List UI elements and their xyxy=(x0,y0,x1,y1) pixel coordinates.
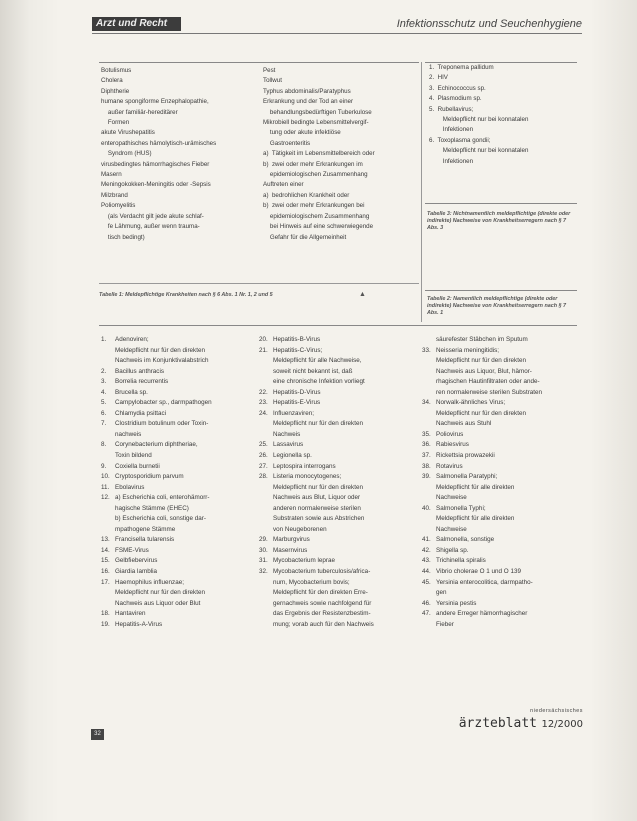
list-item-text: FSME-Virus xyxy=(115,546,149,554)
list-item-number: 24. xyxy=(259,409,268,417)
list-item xyxy=(422,588,582,599)
list-item-text: Lassavirus xyxy=(273,441,304,449)
list-item xyxy=(422,440,582,451)
list-item xyxy=(101,356,251,367)
list-item-text: Yersinia enterocolitica, darmpatho- xyxy=(436,578,533,586)
list-item xyxy=(101,620,251,631)
list-item-number: 37. xyxy=(422,452,431,460)
table-1-row: tisch bedingt) xyxy=(101,233,145,241)
table-1-row: Auftreten einer xyxy=(263,181,304,189)
list-item-number: 13. xyxy=(101,536,110,544)
table-1-column-b xyxy=(263,66,419,243)
list-item-text: Fieber xyxy=(436,620,454,628)
table-1-row: epidemiologischem Zusammenhang xyxy=(263,212,370,220)
table-1-row: Typhus abdominalis/Paratyphus xyxy=(263,87,351,95)
list-item-text: Bacillus anthracis xyxy=(115,367,164,375)
table-3-row: Meldepflicht nur bei konnatalen xyxy=(429,147,529,155)
list-item-text: Borrelia recurrentis xyxy=(115,378,169,386)
list-item xyxy=(422,620,582,631)
list-item-text: Nachweis aus Stuhl xyxy=(436,420,492,428)
list-item xyxy=(259,567,411,578)
table-1-row: fe Lähmung, außer wenn trauma- xyxy=(101,223,200,231)
list-item-text: Nachweise xyxy=(436,525,467,533)
list-item-number: 40. xyxy=(422,504,431,512)
list-item xyxy=(259,451,411,462)
list-item-text: Gelbfiebervirus xyxy=(115,557,158,565)
table-1-row: Gastroenteritis xyxy=(263,139,311,147)
list-item-text: Neisseria meningitidis; xyxy=(436,346,499,354)
list-item xyxy=(101,556,251,567)
list-item-text: Nachweis aus Blut, Liquor oder xyxy=(273,494,361,502)
list-item xyxy=(101,462,251,473)
list-item xyxy=(422,367,582,378)
list-item xyxy=(422,535,582,546)
list-item-text: Clostridium botulinum oder Toxin- xyxy=(115,420,209,428)
list-item xyxy=(422,462,582,473)
list-item-text: Adenoviren; xyxy=(115,336,149,343)
list-item-text: ren normalerweise sterilen Substraten xyxy=(436,388,543,396)
list-item xyxy=(101,398,251,409)
list-item-text: Rabiesvirus xyxy=(436,441,469,449)
journal-logo xyxy=(459,708,583,732)
list-item xyxy=(259,430,411,441)
list-item-text: Trichinella spiralis xyxy=(436,557,486,565)
list-item-text: Nachweis aus Liquor, Blut, hämor- xyxy=(436,367,532,375)
list-item xyxy=(101,419,251,430)
list-item xyxy=(422,609,582,620)
list-item-text: Haemophilus influenzae; xyxy=(115,578,184,586)
list-item-text: mung; vorab auch für den Nachweis xyxy=(273,620,374,628)
list-item xyxy=(259,514,411,525)
list-item-text: Substraten sowie aus Abstrichen xyxy=(273,515,365,523)
list-item-number: 12. xyxy=(101,494,110,502)
list-item-text: mpathogene Stämme xyxy=(115,525,176,533)
list-item xyxy=(422,599,582,610)
list-item xyxy=(101,504,251,515)
list-item xyxy=(101,588,251,599)
list-item xyxy=(101,525,251,536)
table-3-caption: Tabelle 3: Nichtnamentlich meldepflichtige (direkte oder indirekte) Nachweise von Krankheitserregern nach § 7 Abs. 3 xyxy=(427,211,571,231)
list-item-number: 41. xyxy=(422,536,431,544)
list-item xyxy=(101,409,251,420)
list-item-number: 35. xyxy=(422,430,431,438)
list-item-text: Cryptosporidium parvum xyxy=(115,473,184,481)
list-item xyxy=(422,398,582,409)
list-item xyxy=(422,346,582,357)
table-1-column-a xyxy=(101,66,259,243)
list-item xyxy=(259,483,411,494)
list-item-number: 30. xyxy=(259,546,268,554)
table-1-row: Cholera xyxy=(101,77,123,85)
list-item-text: Norwalk-ähnliches Virus; xyxy=(436,399,506,407)
table-3-row: 3. Echinococcus sp. xyxy=(429,84,486,92)
list-item xyxy=(422,514,582,525)
list-item-number: 8. xyxy=(101,441,107,449)
journal-issue: 12/2000 xyxy=(541,719,583,730)
list-item-number: 34. xyxy=(422,399,431,407)
list-item xyxy=(101,367,251,378)
table-3 xyxy=(425,62,577,198)
list-item-text: Meldepflicht für alle direkten xyxy=(436,515,515,523)
list-item-number: 21. xyxy=(259,346,268,354)
list-item-number: 42. xyxy=(422,546,431,554)
list-item-text: Campylobacter sp., darmpathogen xyxy=(115,399,212,407)
list-item xyxy=(422,335,582,346)
table-1-row: Diphtherie xyxy=(101,87,130,95)
list-item-text: rhagischen Hautinfiltraten oder ande- xyxy=(436,378,540,386)
list-item-text: Coxiella burnetii xyxy=(115,462,160,470)
list-item-text: nachweis xyxy=(115,430,142,438)
column-divider xyxy=(421,62,422,322)
list-item-text: Marburgvirus xyxy=(273,536,310,544)
list-item-number: 5. xyxy=(101,399,107,407)
list-item-text: Meldepflicht nur für den direkten xyxy=(436,357,526,365)
list-item xyxy=(259,609,411,620)
list-item xyxy=(101,451,251,462)
list-item xyxy=(259,472,411,483)
list-item-text: Nachweis aus Liquor oder Blut xyxy=(115,599,201,607)
table-1-row: Pest xyxy=(263,67,276,74)
list-item xyxy=(259,588,411,599)
table-3-row: 1. Treponema pallidum xyxy=(429,64,494,71)
list-item-text: Meldepflicht nur für den direkten xyxy=(273,483,363,491)
list-item-text: Salmonella, sonstige xyxy=(436,536,495,544)
table-1-row: a) bedrohlichen Krankheit oder xyxy=(263,191,350,199)
list-item-number: 46. xyxy=(422,599,431,607)
list-item xyxy=(422,504,582,515)
list-item-text: a) Escherichia coli, enterohämorr- xyxy=(115,494,210,502)
list-item-text: Influenzaviren; xyxy=(273,409,314,417)
list-item xyxy=(422,451,582,462)
list-item-text: Hepatitis-E-Virus xyxy=(273,399,321,407)
list-item xyxy=(101,335,251,346)
table-2-rule xyxy=(425,290,577,291)
list-item-text: Legionella sp. xyxy=(273,452,312,460)
list-item xyxy=(259,546,411,557)
table-3-row: 5. Rubellavirus; xyxy=(429,105,474,113)
list-item-text: Listeria monocytogenes; xyxy=(273,473,342,481)
list-item xyxy=(422,377,582,388)
list-item-text: Leptospira interrogans xyxy=(273,462,336,470)
list-item-number: 39. xyxy=(422,473,431,481)
list-item xyxy=(101,567,251,578)
list-item xyxy=(422,525,582,536)
list-item xyxy=(259,377,411,388)
list-item-text: Hepatitis-C-Virus; xyxy=(273,346,323,354)
table-2-caption: Tabelle 2: Namentlich meldepflichtige (direkte oder indirekte) Nachweise von Krankheitserregern nach § 7 Abs. 1 xyxy=(427,296,567,316)
list-item-number: 3. xyxy=(101,378,107,386)
table-1 xyxy=(99,62,419,284)
section-badge: Arzt und Recht xyxy=(92,17,181,31)
list-item-number: 7. xyxy=(101,420,107,428)
list-item-number: 29. xyxy=(259,536,268,544)
table-1-row: epidemiologischen Zusammenhang xyxy=(263,171,368,179)
list-item-number: 33. xyxy=(422,346,431,354)
list-item-text: eine chronische Infektion vorliegt xyxy=(273,378,365,386)
table-1-row: Meningokokken-Meningitis oder -Sepsis xyxy=(101,181,211,189)
table-1-row: b) zwei oder mehr Erkrankungen im xyxy=(263,160,363,168)
list-item-text: Poliovirus xyxy=(436,430,464,438)
list-item-number: 36. xyxy=(422,441,431,449)
list-item-number: 16. xyxy=(101,568,110,576)
list-item xyxy=(422,567,582,578)
list-item xyxy=(259,388,411,399)
list-item xyxy=(101,493,251,504)
list-item xyxy=(101,535,251,546)
list-item xyxy=(101,609,251,620)
table-1-row: virusbedingtes hämorrhagisches Fieber xyxy=(101,160,210,168)
list-item xyxy=(101,546,251,557)
list-item-text: Salmonella Paratyphi; xyxy=(436,473,498,481)
list-item-text: Meldepflicht nur für den direkten xyxy=(273,420,363,428)
list-item-text: Shigella sp. xyxy=(436,546,469,554)
list-item xyxy=(101,440,251,451)
list-item-text: das Ergebnis der Resistenzbestim- xyxy=(273,610,371,618)
list-item-text: Rotavirus xyxy=(436,462,463,470)
list-item xyxy=(259,578,411,589)
list-item xyxy=(422,578,582,589)
list-item-number: 25. xyxy=(259,441,268,449)
list-item-text: anderen normalerweise sterilen xyxy=(273,504,361,512)
list-item xyxy=(422,419,582,430)
journal-name: ärzteblatt xyxy=(458,716,537,731)
list-item-text: soweit nicht bekannt ist, daß xyxy=(273,367,353,375)
pathogen-list-column-3 xyxy=(422,335,582,630)
header-topic: Infektionsschutz und Seuchenhygiene xyxy=(396,18,582,30)
table-1-row: bei Hinweis auf eine schwerwiegende xyxy=(263,223,374,231)
list-item-text: Meldepflicht für alle direkten xyxy=(436,483,515,491)
list-item xyxy=(422,546,582,557)
list-item xyxy=(259,335,411,346)
list-item-text: Hepatitis-A-Virus xyxy=(115,620,163,628)
table-1-caption-text: Tabelle 1: Meldepflichtige Krankheiten nach § 6 Abs. 1 Nr. 1, 2 und 5 xyxy=(99,292,273,298)
list-item-text: Meldepflicht für den direkten Erre- xyxy=(273,589,368,597)
table-1-row: Formen xyxy=(101,119,130,127)
table-3-rule xyxy=(425,203,577,204)
list-item-text: andere Erreger hämorrhagischer xyxy=(436,610,528,618)
table-1-row: (als Verdacht gilt jede akute schlaf- xyxy=(101,212,204,220)
list-item-text: Mycobacterium leprae xyxy=(273,557,335,565)
list-item-text: Corynebacterium diphtheriae, xyxy=(115,441,198,449)
list-item-text: hagische Stämme (EHEC) xyxy=(115,504,189,512)
list-item xyxy=(259,620,411,631)
table-3-row: Infektionen xyxy=(429,157,474,165)
list-item xyxy=(259,346,411,357)
list-item-number: 10. xyxy=(101,473,110,481)
list-item-text: Hepatitis-B-Virus xyxy=(273,336,321,343)
list-item-text: Nachweise xyxy=(436,494,467,502)
table-1-row: tung oder akute infektiöse xyxy=(263,129,341,137)
table-3-row: Meldepflicht nur bei konnatalen xyxy=(429,116,529,124)
cursor-arrow-icon: ▲ xyxy=(359,291,366,298)
list-item-number: 1. xyxy=(101,336,107,343)
page-number: 32 xyxy=(91,729,104,740)
table-1-row: humane spongiforme Enzephalopathie, xyxy=(101,98,209,106)
list-item-text: num, Mycobacterium bovis; xyxy=(273,578,350,586)
table-1-row: behandlungsbedürftigen Tuberkulose xyxy=(263,108,372,116)
list-item xyxy=(101,483,251,494)
table-1-row: Poliomyelitis xyxy=(101,202,136,210)
list-item-text: Salmonella Typhi; xyxy=(436,504,486,512)
table-1-row: außer familiär-hereditärer xyxy=(101,108,178,116)
list-item xyxy=(422,472,582,483)
list-item xyxy=(422,493,582,504)
list-item xyxy=(259,409,411,420)
list-item-number: 26. xyxy=(259,452,268,460)
list-item xyxy=(259,504,411,515)
table-1-row: Gefahr für die Allgemeinheit xyxy=(263,233,347,241)
list-item xyxy=(101,578,251,589)
list-item-text: Vibrio cholerae O 1 und O 139 xyxy=(436,568,521,576)
list-item-number: 18. xyxy=(101,610,110,618)
list-item-number: 38. xyxy=(422,462,431,470)
list-item xyxy=(259,398,411,409)
list-item xyxy=(101,514,251,525)
list-item xyxy=(259,462,411,473)
list-item-text: Mycobacterium tuberculosis/africa- xyxy=(273,568,371,576)
table-1-row: a) Tätigkeit im Lebensmittelbereich oder xyxy=(263,150,375,158)
list-item xyxy=(101,346,251,357)
journal-prefix: niedersächsisches xyxy=(530,708,583,714)
list-item-text: Francisella tularensis xyxy=(115,536,175,544)
list-item xyxy=(422,483,582,494)
table-3-row: Infektionen xyxy=(429,126,474,134)
table-1-row: Botulismus xyxy=(101,67,132,74)
list-item-text: Ebolavirus xyxy=(115,483,145,491)
pathogen-list-column-1 xyxy=(101,335,251,630)
list-item-number: 17. xyxy=(101,578,110,586)
table-1-row: enteropathisches hämolytisch-urämisches xyxy=(101,139,217,147)
table-3-row: 4. Plasmodium sp. xyxy=(429,95,482,103)
list-item-number: 28. xyxy=(259,473,268,481)
table-1-row: Masern xyxy=(101,171,122,179)
list-item-text: Yersinia pestis xyxy=(436,599,477,607)
table-3-row: 2. HIV xyxy=(429,74,448,82)
list-item-text: Hantaviren xyxy=(115,610,146,618)
list-item-number: 31. xyxy=(259,557,268,565)
list-item-number: 45. xyxy=(422,578,431,586)
list-item-text: Meldepflicht für alle Nachweise, xyxy=(273,357,362,365)
list-item-number: 23. xyxy=(259,399,268,407)
list-item-number: 9. xyxy=(101,462,107,470)
list-item-text: Meldepflicht nur für den direkten xyxy=(115,589,205,597)
list-item-text: gernachweis sowie nachfolgend für xyxy=(273,599,372,607)
list-item-number: 43. xyxy=(422,557,431,565)
list-item xyxy=(422,388,582,399)
list-item xyxy=(101,430,251,441)
table-1-row: Mikrobiell bedingte Lebensmittelvergif- xyxy=(263,119,369,127)
list-item-text: Hepatitis-D-Virus xyxy=(273,388,321,396)
list-item xyxy=(101,472,251,483)
page-header xyxy=(92,17,582,34)
list-item-text: Rickettsia prowazekii xyxy=(436,452,495,460)
list-item xyxy=(259,356,411,367)
list-item xyxy=(259,535,411,546)
table-1-row: Milzbrand xyxy=(101,191,128,199)
list-item-text: Masernvirus xyxy=(273,546,308,554)
list-item-number: 14. xyxy=(101,546,110,554)
list-item xyxy=(422,356,582,367)
list-item-number: 19. xyxy=(101,620,110,628)
list-item-number: 11. xyxy=(101,483,110,491)
list-item-text: b) Escherichia coli, sonstige dar- xyxy=(115,515,206,523)
list-item xyxy=(259,419,411,430)
list-item-text: von Neugeborenen xyxy=(273,525,327,533)
list-item xyxy=(259,367,411,378)
list-item xyxy=(259,599,411,610)
list-item-text: Chlamydia psittaci xyxy=(115,409,167,417)
table-1-row: Erkrankung und der Tod an einer xyxy=(263,98,354,106)
table-3-row: 6. Toxoplasma gondii; xyxy=(429,136,491,144)
list-item-number: 27. xyxy=(259,462,268,470)
list-item-number: 32. xyxy=(259,568,268,576)
list-item xyxy=(422,430,582,441)
list-item-number: 20. xyxy=(259,336,268,343)
list-item xyxy=(259,556,411,567)
list-item xyxy=(259,493,411,504)
list-item-text: gen xyxy=(436,589,447,597)
list-item xyxy=(259,440,411,451)
list-item xyxy=(422,556,582,567)
table-1-row: b) zwei oder mehr Erkrankungen bei xyxy=(263,202,365,210)
list-item-text: Nachweis im Konjunktivalabstrich xyxy=(115,357,209,365)
list-item-number: 2. xyxy=(101,367,107,375)
list-item-text: Toxin bildend xyxy=(115,452,152,460)
list-item xyxy=(422,409,582,420)
list-item xyxy=(101,599,251,610)
table-1-row: akute Virushepatitis xyxy=(101,129,155,137)
list-item-number: 15. xyxy=(101,557,110,565)
list-item-text: säurefester Stäbchen im Sputum xyxy=(436,336,528,343)
list-item-text: Giardia lamblia xyxy=(115,568,157,576)
table-1-row: Tollwut xyxy=(263,77,282,85)
table-1-caption xyxy=(99,292,369,299)
list-item-number: 6. xyxy=(101,409,107,417)
list-item xyxy=(259,525,411,536)
list-item-text: Nachweis xyxy=(273,430,301,438)
list-item-number: 47. xyxy=(422,610,431,618)
list-item-text: Meldepflicht nur für den direkten xyxy=(115,346,205,354)
pathogen-list-column-2 xyxy=(259,335,411,630)
list-top-rule xyxy=(99,325,577,326)
table-1-row: Syndrom (HUS) xyxy=(101,150,152,158)
list-item-number: 22. xyxy=(259,388,268,396)
list-item-text: Meldepflicht nur für den direkten xyxy=(436,409,526,417)
list-item xyxy=(101,388,251,399)
list-item xyxy=(101,377,251,388)
list-item-number: 4. xyxy=(101,388,107,396)
list-item-number: 44. xyxy=(422,568,431,576)
list-item-text: Brucella sp. xyxy=(115,388,148,396)
